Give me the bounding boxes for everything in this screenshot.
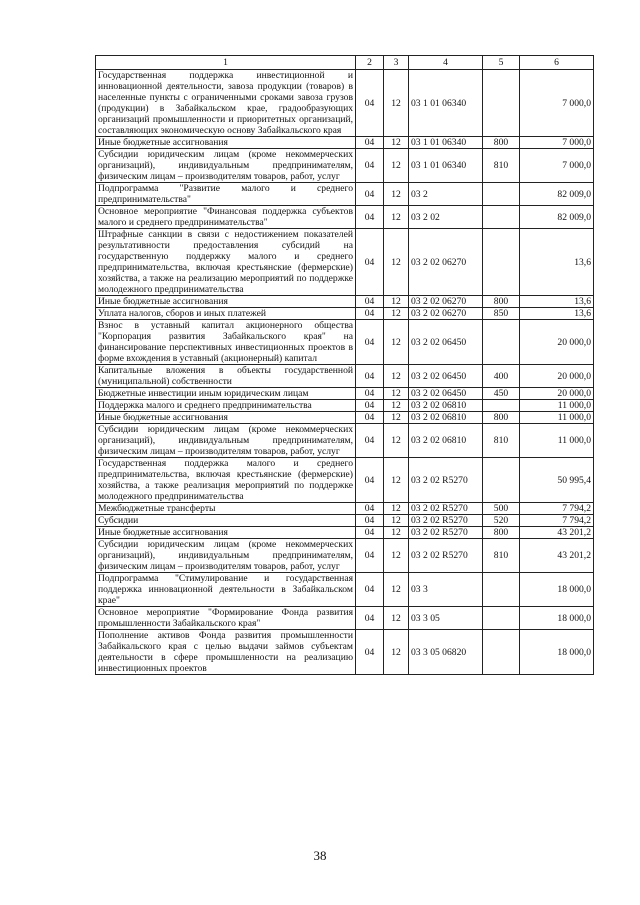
header-col-2: 2 (356, 56, 384, 70)
row-name: Пополнение активов Фонда развития промышленности Забайкальского края с целью выдачи займов субъектам деятельности в сфере промышленности на реализацию инвестиционных проектов (96, 630, 356, 675)
row-amount: 82 009,0 (520, 206, 594, 229)
row-section: 04 (356, 630, 384, 675)
row-amount: 82 009,0 (520, 183, 594, 206)
row-target-article: 03 2 02 06450 (409, 320, 483, 365)
row-section: 04 (356, 70, 384, 137)
table-row (96, 503, 594, 515)
row-expense-type (483, 229, 520, 296)
row-expense-type: 810 (483, 149, 520, 183)
row-name: Капитальные вложения в объекты государственной (муниципальной) собственности (96, 365, 356, 388)
row-expense-type (483, 320, 520, 365)
row-section: 04 (356, 527, 384, 539)
row-section: 04 (356, 607, 384, 630)
row-amount: 7 794,2 (520, 503, 594, 515)
table-row (96, 308, 594, 320)
row-subsection: 12 (384, 503, 409, 515)
row-expense-type: 500 (483, 503, 520, 515)
table-row (96, 183, 594, 206)
row-expense-type: 400 (483, 365, 520, 388)
row-section: 04 (356, 137, 384, 149)
row-amount: 20 000,0 (520, 365, 594, 388)
table-body (96, 70, 594, 675)
row-subsection: 12 (384, 400, 409, 412)
row-section: 04 (356, 400, 384, 412)
row-expense-type: 520 (483, 515, 520, 527)
row-subsection: 12 (384, 607, 409, 630)
row-target-article: 03 2 02 R5270 (409, 458, 483, 503)
row-subsection: 12 (384, 539, 409, 573)
row-subsection: 12 (384, 412, 409, 424)
row-amount: 7 000,0 (520, 137, 594, 149)
row-name: Уплата налогов, сборов и иных платежей (96, 308, 356, 320)
row-target-article: 03 2 (409, 183, 483, 206)
row-target-article: 03 1 01 06340 (409, 70, 483, 137)
row-subsection: 12 (384, 515, 409, 527)
row-amount: 43 201,2 (520, 527, 594, 539)
row-amount: 11 000,0 (520, 424, 594, 458)
row-name: Иные бюджетные ассигнования (96, 527, 356, 539)
row-name: Подпрограмма "Развитие малого и среднего предпринимательства" (96, 183, 356, 206)
row-expense-type (483, 573, 520, 607)
header-col-3: 3 (384, 56, 409, 70)
header-col-6: 6 (520, 56, 594, 70)
row-expense-type (483, 607, 520, 630)
table-row (96, 607, 594, 630)
row-target-article: 03 3 05 (409, 607, 483, 630)
row-target-article: 03 2 02 R5270 (409, 527, 483, 539)
row-subsection: 12 (384, 296, 409, 308)
table-row (96, 412, 594, 424)
row-expense-type (483, 630, 520, 675)
row-subsection: 12 (384, 527, 409, 539)
row-target-article: 03 2 02 R5270 (409, 539, 483, 573)
row-target-article: 03 2 02 06270 (409, 229, 483, 296)
table-row (96, 400, 594, 412)
row-amount: 7 794,2 (520, 515, 594, 527)
row-name: Штрафные санкции в связи с недостижением показателей результативности предоставления субсидий на государственную поддержку малого и среднего предпринимательства, включая крестьянские (фермерские) хозяйства, а также на реализацию мероприятий по поддержке молодежного предпринимательства (96, 229, 356, 296)
row-section: 04 (356, 458, 384, 503)
row-expense-type (483, 458, 520, 503)
row-section: 04 (356, 515, 384, 527)
header-row (96, 56, 594, 70)
table-row (96, 424, 594, 458)
row-name: Иные бюджетные ассигнования (96, 296, 356, 308)
row-amount: 50 995,4 (520, 458, 594, 503)
table-row (96, 630, 594, 675)
row-subsection: 12 (384, 320, 409, 365)
row-target-article: 03 2 02 06270 (409, 296, 483, 308)
row-name: Государственная поддержка малого и среднего предпринимательства, включая крестьянские (фермерские) хозяйства, а также реализация мероприятий по поддержке молодежного предпринимательства (96, 458, 356, 503)
row-name: Субсидии юридическим лицам (кроме некоммерческих организаций), индивидуальным предпринимателям, физическим лицам – производителям товаров, работ, услуг (96, 149, 356, 183)
header-col-4: 4 (409, 56, 483, 70)
header-col-5: 5 (483, 56, 520, 70)
row-name: Иные бюджетные ассигнования (96, 137, 356, 149)
table-row (96, 296, 594, 308)
row-amount: 13,6 (520, 296, 594, 308)
row-target-article: 03 2 02 R5270 (409, 515, 483, 527)
row-section: 04 (356, 320, 384, 365)
row-expense-type: 850 (483, 308, 520, 320)
table-row (96, 527, 594, 539)
row-name: Основное мероприятие "Финансовая поддержка субъектов малого и среднего предпринимательства" (96, 206, 356, 229)
row-name: Межбюджетные трансферты (96, 503, 356, 515)
row-target-article: 03 3 05 06820 (409, 630, 483, 675)
row-subsection: 12 (384, 206, 409, 229)
table-row (96, 539, 594, 573)
row-name: Государственная поддержка инвестиционной и инновационной деятельности, завоза продукции (товаров) в населенные пункты с ограниченными сроками завоза грузов (продукции) в Забайкальском крае, градообразующих организаций промышленности и приоритетных организаций, составляющих экономическую основу Забайкальского края (96, 70, 356, 137)
row-target-article: 03 1 01 06340 (409, 149, 483, 183)
row-amount: 43 201,2 (520, 539, 594, 573)
row-section: 04 (356, 503, 384, 515)
row-expense-type: 800 (483, 527, 520, 539)
row-expense-type (483, 183, 520, 206)
row-subsection: 12 (384, 424, 409, 458)
table-row (96, 365, 594, 388)
row-target-article: 03 1 01 06340 (409, 137, 483, 149)
row-amount: 7 000,0 (520, 149, 594, 183)
row-subsection: 12 (384, 137, 409, 149)
row-subsection: 12 (384, 229, 409, 296)
row-name: Взнос в уставный капитал акционерного общества "Корпорация развития Забайкальского края" на финансирование перспективных инвестиционных проектов в форме вхождения в уставный (акционерный) капитал (96, 320, 356, 365)
row-subsection: 12 (384, 388, 409, 400)
page-number: 38 (313, 848, 327, 863)
row-section: 04 (356, 388, 384, 400)
row-expense-type (483, 70, 520, 137)
row-expense-type (483, 400, 520, 412)
row-expense-type: 810 (483, 539, 520, 573)
row-section: 04 (356, 365, 384, 388)
table-row (96, 137, 594, 149)
row-amount: 20 000,0 (520, 388, 594, 400)
table-row (96, 573, 594, 607)
row-subsection: 12 (384, 183, 409, 206)
row-target-article: 03 2 02 R5270 (409, 503, 483, 515)
row-expense-type: 800 (483, 412, 520, 424)
row-expense-type (483, 206, 520, 229)
row-section: 04 (356, 412, 384, 424)
row-amount: 20 000,0 (520, 320, 594, 365)
table-row (96, 320, 594, 365)
table-row (96, 458, 594, 503)
row-amount: 11 000,0 (520, 412, 594, 424)
table-row (96, 229, 594, 296)
row-name: Субсидии (96, 515, 356, 527)
row-amount: 13,6 (520, 308, 594, 320)
row-section: 04 (356, 573, 384, 607)
row-expense-type: 800 (483, 137, 520, 149)
row-subsection: 12 (384, 70, 409, 137)
row-expense-type: 800 (483, 296, 520, 308)
row-section: 04 (356, 296, 384, 308)
row-target-article: 03 2 02 06810 (409, 424, 483, 458)
row-name: Поддержка малого и среднего предпринимательства (96, 400, 356, 412)
row-subsection: 12 (384, 573, 409, 607)
row-target-article: 03 2 02 06810 (409, 412, 483, 424)
row-section: 04 (356, 149, 384, 183)
table-row (96, 515, 594, 527)
row-section: 04 (356, 308, 384, 320)
row-target-article: 03 2 02 06450 (409, 388, 483, 400)
row-amount: 11 000,0 (520, 400, 594, 412)
row-section: 04 (356, 183, 384, 206)
row-subsection: 12 (384, 149, 409, 183)
row-name: Основное мероприятие "Формирование Фонда развития промышленности Забайкальского края" (96, 607, 356, 630)
row-amount: 18 000,0 (520, 607, 594, 630)
row-expense-type: 450 (483, 388, 520, 400)
table-row (96, 149, 594, 183)
table-row (96, 70, 594, 137)
row-target-article: 03 2 02 06810 (409, 400, 483, 412)
row-subsection: 12 (384, 308, 409, 320)
row-name: Бюджетные инвестиции иным юридическим лицам (96, 388, 356, 400)
row-name: Субсидии юридическим лицам (кроме некоммерческих организаций), индивидуальным предпринимателям, физическим лицам – производителям товаров, работ, услуг (96, 424, 356, 458)
row-name: Субсидии юридическим лицам (кроме некоммерческих организаций), индивидуальным предпринимателям, физическим лицам – производителям товаров, работ, услуг (96, 539, 356, 573)
budget-table (95, 55, 594, 675)
row-amount: 13,6 (520, 229, 594, 296)
table-row (96, 388, 594, 400)
row-section: 04 (356, 539, 384, 573)
row-section: 04 (356, 424, 384, 458)
row-target-article: 03 2 02 06450 (409, 365, 483, 388)
row-section: 04 (356, 206, 384, 229)
row-subsection: 12 (384, 630, 409, 675)
header-col-1: 1 (96, 56, 356, 70)
row-amount: 18 000,0 (520, 630, 594, 675)
row-target-article: 03 2 02 (409, 206, 483, 229)
row-name: Иные бюджетные ассигнования (96, 412, 356, 424)
row-target-article: 03 3 (409, 573, 483, 607)
row-name: Подпрограмма "Стимулирование и государственная поддержка инновационной деятельности в Забайкальском крае" (96, 573, 356, 607)
row-amount: 7 000,0 (520, 70, 594, 137)
row-expense-type: 810 (483, 424, 520, 458)
row-subsection: 12 (384, 458, 409, 503)
row-target-article: 03 2 02 06270 (409, 308, 483, 320)
row-amount: 18 000,0 (520, 573, 594, 607)
row-subsection: 12 (384, 365, 409, 388)
row-section: 04 (356, 229, 384, 296)
table-row (96, 206, 594, 229)
